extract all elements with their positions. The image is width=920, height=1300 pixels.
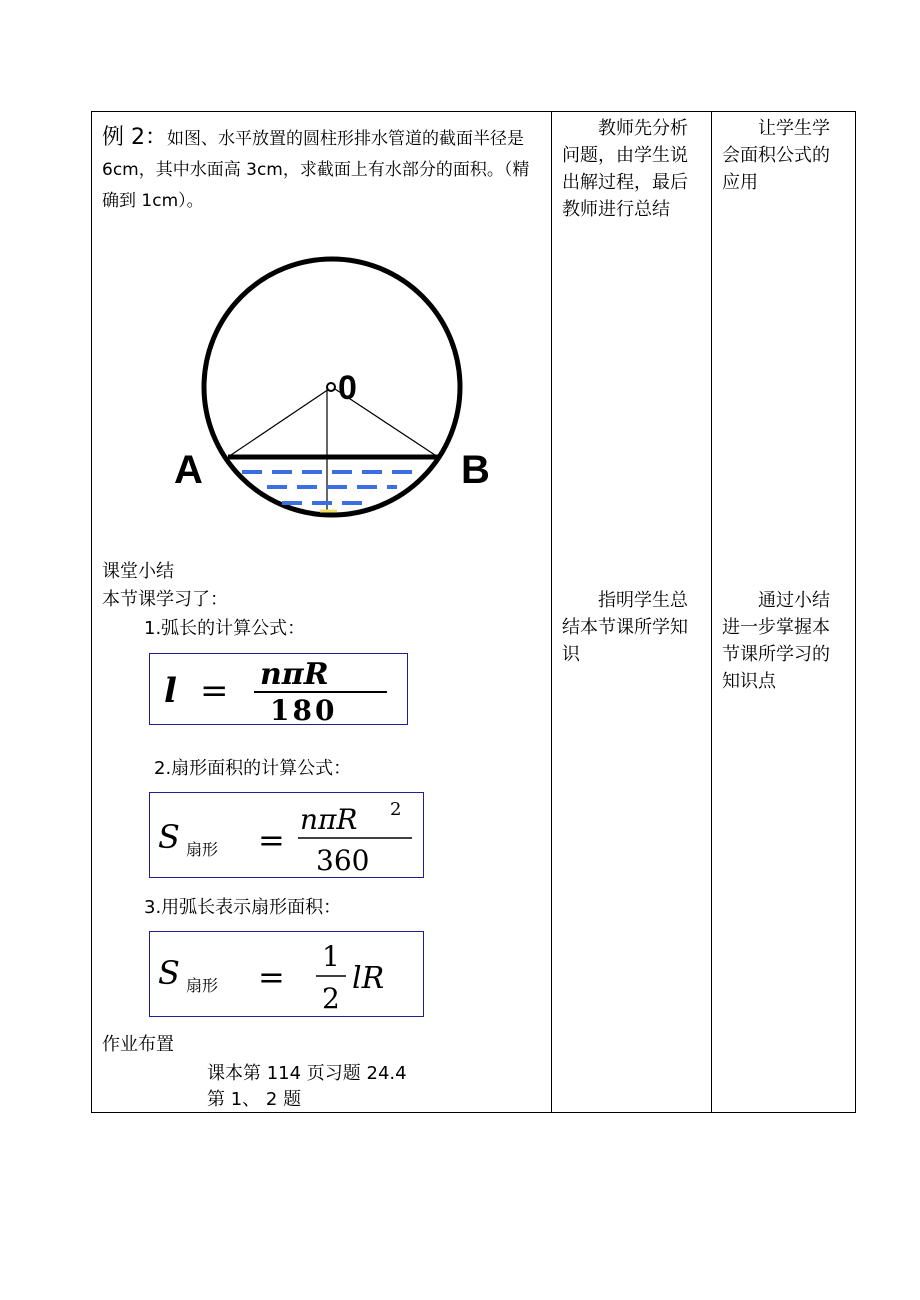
formula3-sub: 扇形 [186,976,219,995]
lesson-table [91,111,856,1113]
point-b-label: B [461,448,490,492]
formula3-lhs: S [158,954,180,992]
formula3-tail: lR [352,961,385,996]
formula2-num: nπR [300,803,358,836]
formula1-eq: = [200,671,229,711]
formula2-sub: 扇形 [186,840,219,859]
summary-item-1: 1.弧长的计算公式： [144,618,306,639]
radius-oa [228,387,332,457]
formula3-eq: = [258,958,285,996]
summary-intro: 本节课学习了： [102,589,228,610]
formula2-den: 360 [316,844,370,877]
column-divider-1 [551,112,552,1112]
pipe-cross-section-diagram [162,252,502,542]
sector-area-formula [149,792,424,878]
example-text: 如图、水平放置的圆柱形排水管道的截面半径是 6cm，其中水面高 3cm，求截面上有水部分的面积。（精确到 1cm）。 [102,129,530,211]
homework-line-1: 课本第 114 页习题 24.4 [207,1063,407,1084]
design-intent-2: 通过小结进一步掌握本节课所学习的知识点 [722,590,830,692]
design-intent-1: 让学生学会面积公式的应用 [722,118,830,193]
formula1-lhs: l [164,671,177,711]
example-problem [102,122,542,217]
arc-length-formula [149,653,408,725]
example-label: 例 2： [102,125,167,150]
sector-area-arc-formula [149,931,424,1017]
formula1-num: nπR [260,657,329,692]
formula3-den: 2 [322,982,340,1015]
formula2-eq: = [258,821,285,859]
formula2-lhs: S [158,818,180,856]
summary-item-2: 2.扇形面积的计算公式： [154,758,352,779]
formula2-sup: 2 [390,799,402,820]
formula1-den: 180 [270,694,338,726]
homework-line-2: 第 1、 2 题 [207,1089,302,1110]
teacher-activity-2: 指明学生总结本节课所学知识 [562,590,688,665]
formula3-num: 1 [322,940,340,973]
summary-item-3: 3.用弧长表示扇形面积： [144,897,342,918]
center-label: 0 [338,369,357,407]
summary-title: 课堂小结 [102,561,174,582]
center-point [327,383,335,391]
column-divider-2 [711,112,712,1112]
point-a-label: A [174,448,203,492]
teacher-activity-1: 教师先分析问题，由学生说出解过程，最后教师进行总结 [562,118,688,220]
homework-title: 作业布置 [102,1034,174,1055]
